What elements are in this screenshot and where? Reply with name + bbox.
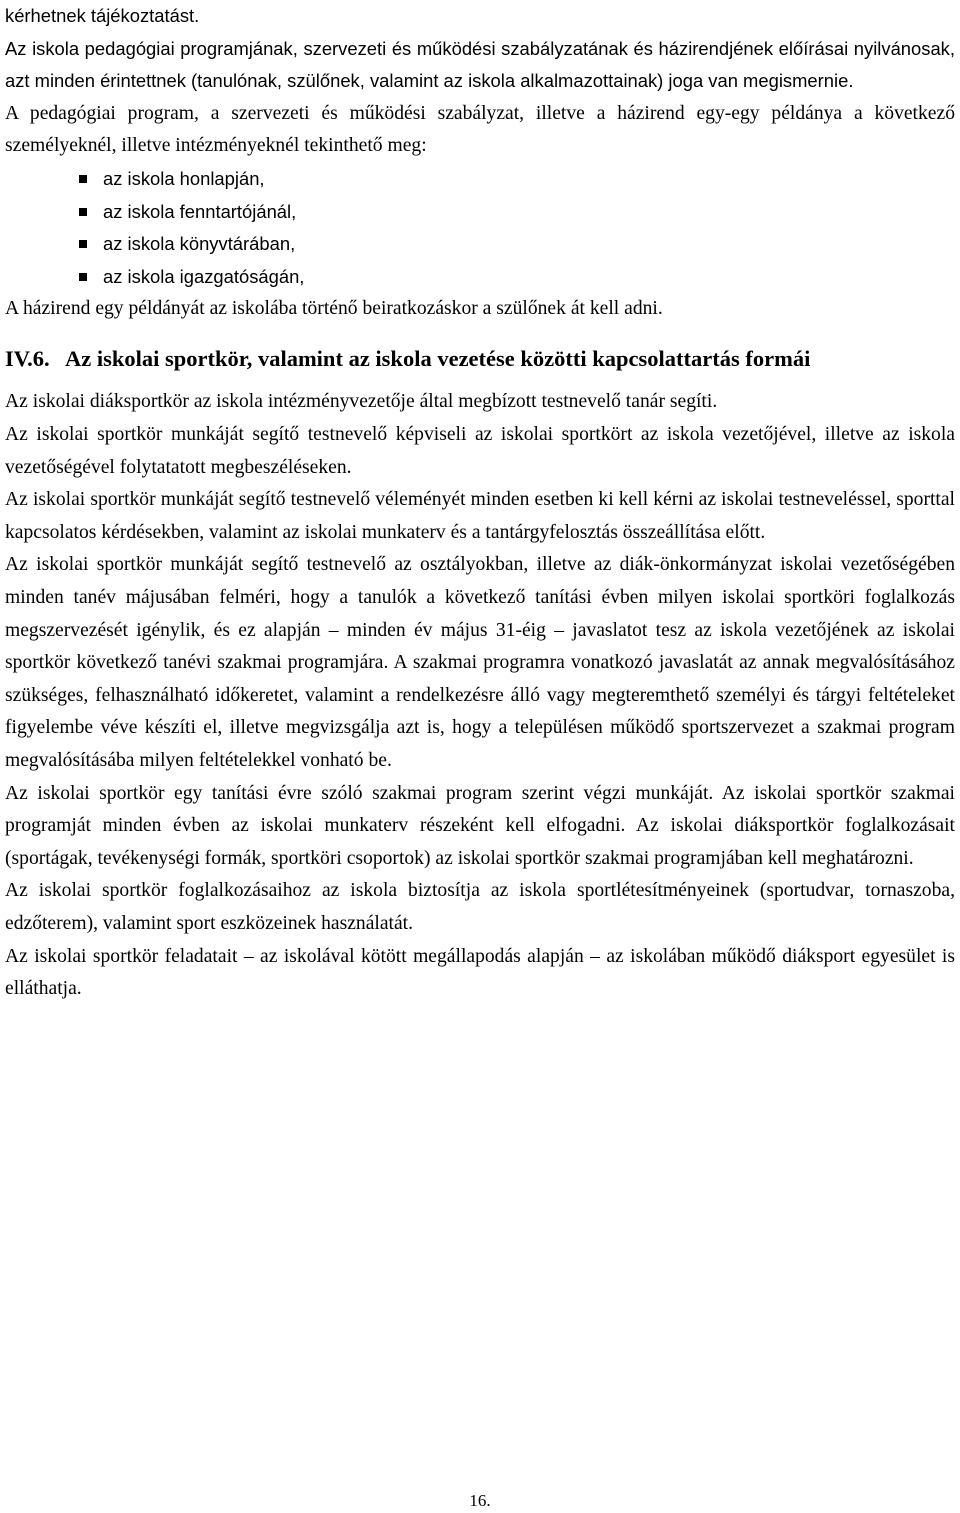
square-bullet-icon <box>79 208 87 216</box>
list-item <box>5 261 955 294</box>
section-paragraph: Az iskolai sportkör egy tanítási évre szóló szakmai program szerint végzi munkáját. Az iskolai sportkör szakmai programját minden évben az iskolai munkaterv részeként kell elfogadni. Az iskolai diáksportkör foglalkozásait (sportágak, tevékenységi formák, sportköri csoportok) az iskolai sportkör szakmai programjában kell meghatározni. <box>5 782 955 869</box>
paragraph-continuation: kérhetnek tájékoztatást. <box>5 5 200 26</box>
section-heading <box>5 343 955 376</box>
page-number: 16. <box>469 1491 491 1510</box>
square-bullet-icon <box>79 240 87 248</box>
section-paragraph: Az iskolai sportkör foglalkozásaihoz az iskola biztosítja az iskola sportlétesítményeinek (sportudvar, tornaszoba, edzőterem), valamint sport eszközeinek használatát. <box>5 880 955 934</box>
section-number: IV.6. <box>5 345 50 371</box>
list-item-text: az iskola igazgatóságán, <box>103 265 305 287</box>
section-paragraph: Az iskolai sportkör munkáját segítő testnevelő az osztályokban, illetve az diák-önkormányzat iskolai vezetőségében minden tanév májusában felméri, hogy a tanulók a következő tanítási évben milyen iskolai sportköri foglalkozás megszervezését igénylik, és ez alapján – minden év május 31-éig – javaslatot tesz az iskola vezetőjének az iskolai sportkör következő tanévi szakmai programjára. A szakmai programra vonatkozó javaslatát az annak megvalósításához szükséges, felhasználható időkeretet, valamint a rendelkezésre álló vagy megteremthető személyi és tárgyi feltételeket figyelembe véve készíti el, illetve megvizsgálja azt is, hogy a településen működő sportszervezet a szakmai program megvalósításába milyen feltételekkel vonható be. <box>5 554 955 771</box>
section-paragraph: Az iskolai sportkör munkáját segítő testnevelő képviseli az iskolai sportkört az iskola vezetőjével, illetve az iskola vezetőségével folytatatott megbeszéléseken. <box>5 424 955 478</box>
section-paragraph: Az iskolai sportkör feladatait – az iskolával kötött megállapodás alapján – az iskolában működő diáksport egyesület is elláthatja. <box>5 945 955 1000</box>
square-bullet-icon <box>79 175 87 183</box>
list-item <box>5 163 955 196</box>
paragraph-publicity: Az iskola pedagógiai programjának, szervezeti és működési szabályzatának és házirendjének előírásai nyilvánosak, azt minden érintettnek (tanulónak, szülőnek, valamint az iskola alkalmazottainak) joga van megismernie. <box>5 37 955 92</box>
paragraph-house-rules: A házirend egy példányát az iskolába történő beiratkozáskor a szülőnek át kell adni. <box>5 298 663 320</box>
list-item-text: az iskola könyvtárában, <box>103 233 296 255</box>
paragraph-availability: A pedagógiai program, a szervezeti és működési szabályzat, illetve a házirend egy-egy példánya a következő személyeknél, illetve intézményeknél tekinthető meg: <box>5 102 955 157</box>
list-item-text: az iskola honlapján, <box>103 167 265 189</box>
list-item <box>5 228 955 261</box>
section-paragraph: Az iskolai sportkör munkáját segítő testnevelő véleményét minden esetben ki kell kérni az iskolai testneveléssel, sporttal kapcsolatos kérdésekben, valamint az iskolai munkaterv és a tantárgyfelosztás összeállítása előtt. <box>5 489 955 543</box>
section-paragraph: Az iskolai diáksportkör az iskola intézményvezetője által megbízott testnevelő tanár segíti. <box>5 391 718 413</box>
list-item-text: az iskola fenntartójánál, <box>103 200 297 222</box>
list-item <box>5 196 955 229</box>
square-bullet-icon <box>79 273 87 281</box>
availability-list <box>5 163 955 293</box>
section-title: Az iskolai sportkör, valamint az iskola vezetése közötti kapcsolattartás formái <box>65 345 811 371</box>
document-page <box>5 0 955 1006</box>
